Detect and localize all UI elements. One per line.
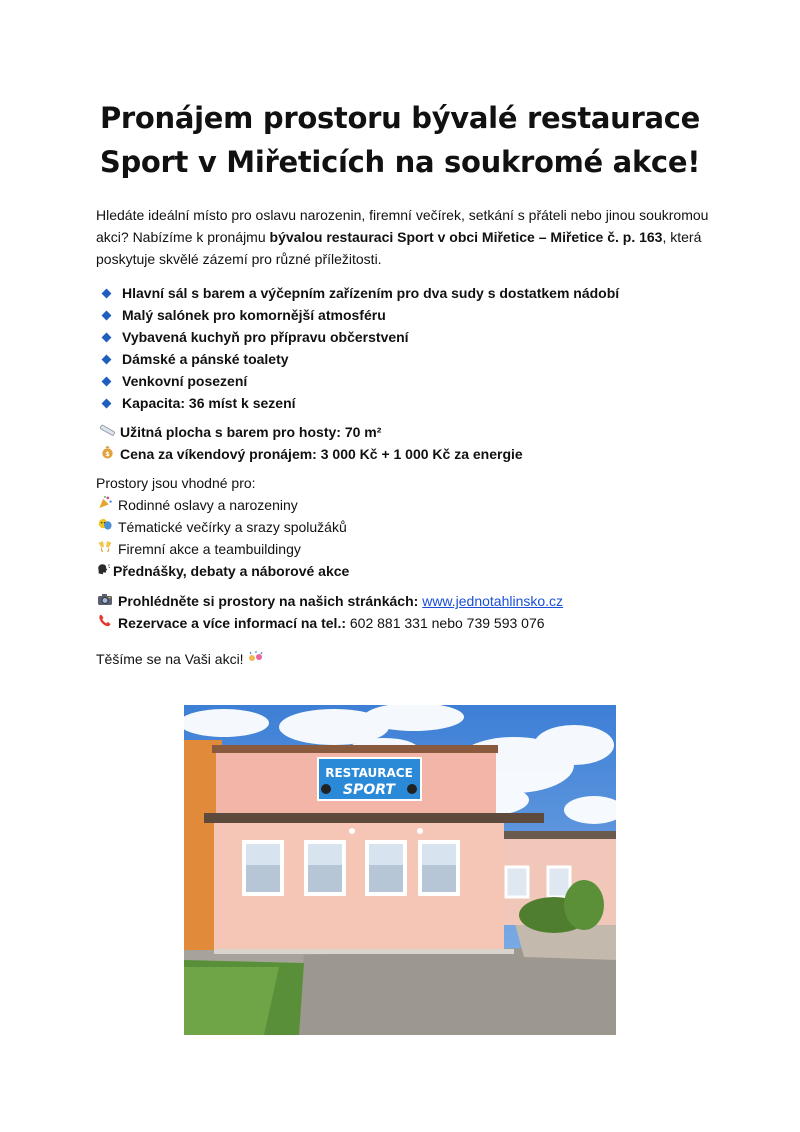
contact-block — [96, 590, 563, 634]
suitable-label: Tématické večírky a srazy spolužáků — [118, 519, 347, 535]
price-fact — [98, 443, 523, 465]
feature-item — [100, 370, 619, 392]
speaking-head-icon — [96, 562, 110, 584]
feature-item — [100, 348, 619, 370]
feature-item — [100, 392, 619, 414]
suitable-label: Rodinné oslavy a narozeniny — [118, 497, 298, 513]
suitable-item — [96, 560, 349, 582]
suitable-label: Přednášky, debaty a náborové akce — [113, 563, 350, 579]
suitable-item — [96, 516, 349, 538]
theater-masks-icon — [96, 517, 114, 540]
party-popper-icon — [96, 495, 114, 518]
feature-label: Dámské a pánské toalety — [122, 351, 289, 367]
phone-label: Rezervace a více informací na tel.: — [118, 615, 346, 631]
closing-text: Těšíme se na Vaši akci! — [96, 651, 244, 667]
blue-diamond-icon — [102, 355, 112, 365]
restaurant-photo — [184, 705, 616, 1035]
title-line-2: Sport v Miřeticích na soukromé akce! — [99, 145, 701, 179]
phone-line — [96, 612, 563, 634]
suitable-list — [96, 494, 349, 582]
features-list — [100, 282, 619, 414]
intro-bold-venue: bývalou restauraci Sport v obci Miřetice – Miřetice č. p. 163 — [269, 229, 663, 245]
blue-diamond-icon — [102, 311, 112, 321]
money-bag-icon — [98, 444, 116, 467]
suitable-label: Firemní akce a teambuildingy — [118, 541, 301, 557]
camera-icon — [96, 592, 114, 614]
ruler-icon — [98, 423, 116, 445]
page-title — [60, 96, 740, 184]
blue-diamond-icon — [102, 289, 112, 299]
web-line — [96, 590, 563, 612]
blue-diamond-icon — [102, 377, 112, 387]
feature-item — [100, 326, 619, 348]
closing-line — [96, 648, 269, 672]
phone-numbers: 602 881 331 nebo 739 593 076 — [349, 615, 545, 631]
sign-text-1: RESTAURACE — [325, 766, 413, 780]
website-link[interactable]: www.jednotahlinsko.cz — [422, 593, 564, 609]
feature-label: Vybavená kuchyň pro přípravu občerstvení — [122, 329, 409, 345]
intro-paragraph — [96, 204, 716, 270]
intro-text-1: Hledáte ideální místo pro oslavu narozenin, firemní večírek, setkání s přáteli nebo jinou soukromou akci? Nabízíme k pronájmu — [96, 207, 709, 245]
area-fact — [98, 421, 523, 443]
svg-text:$: $ — [104, 450, 110, 459]
feature-label: Hlavní sál s barem a výčepním zařízením pro dva sudy s dostatkem nádobí — [122, 285, 620, 301]
telephone-icon — [96, 613, 114, 636]
web-label: Prohlédněte si prostory na našich stránkách: — [118, 593, 419, 609]
suitable-heading: Prostory jsou vhodné pro: — [96, 475, 256, 491]
sign-text-2: SPORT — [343, 782, 395, 798]
confetti-icon — [247, 650, 265, 672]
blue-diamond-icon — [102, 399, 112, 409]
clinking-glasses-icon — [96, 539, 114, 562]
facts-block — [98, 421, 523, 465]
suitable-item — [96, 494, 349, 516]
blue-diamond-icon — [102, 333, 112, 343]
suitable-item — [96, 538, 349, 560]
price-text: Cena za víkendový pronájem: 3 000 Kč + 1 000 Kč za energie — [120, 446, 523, 462]
feature-label: Malý salónek pro komornější atmosféru — [122, 307, 386, 323]
title-line-1: Pronájem prostoru bývalé restaurace — [99, 101, 701, 135]
feature-item — [100, 282, 619, 304]
feature-label: Venkovní posezení — [122, 373, 248, 389]
feature-item — [100, 304, 619, 326]
feature-label: Kapacita: 36 míst k sezení — [122, 395, 296, 411]
intro-text-2: , která poskytuje skvělé zázemí pro různé příležitosti. — [96, 229, 702, 267]
area-text: Užitná plocha s barem pro hosty: 70 m² — [120, 424, 382, 440]
